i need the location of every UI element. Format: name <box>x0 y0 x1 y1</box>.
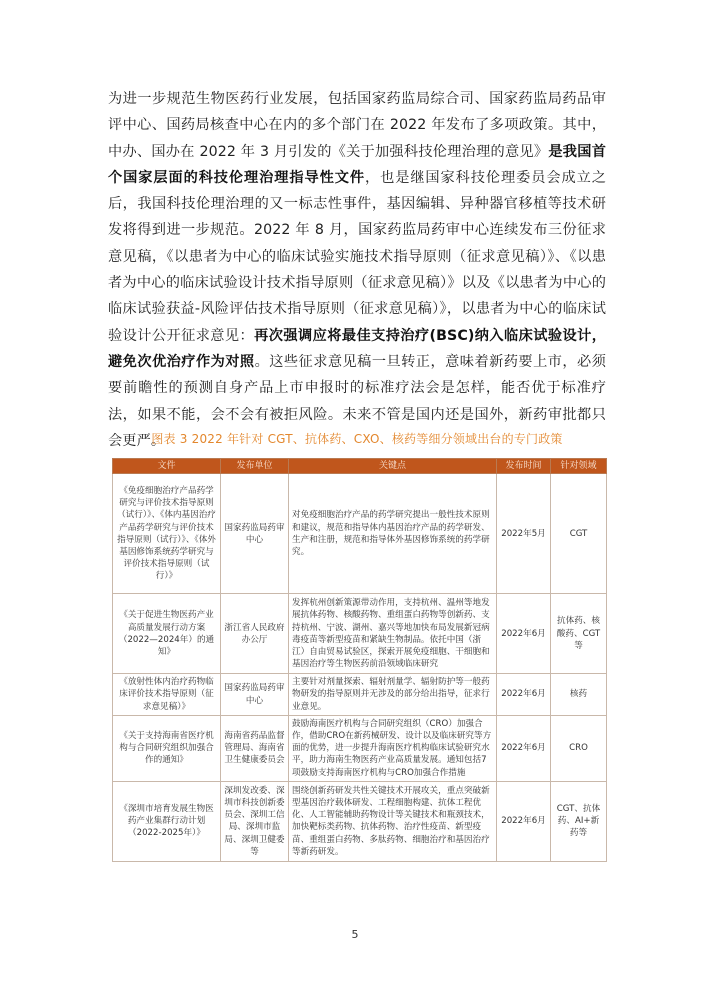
cell-date: 2022年6月 <box>497 594 551 674</box>
cell-doc: 《深圳市培育发展生物医药产业集群行动计划（2022-2025年）》 <box>113 781 221 861</box>
cell-org: 国家药监局药审中心 <box>221 474 289 594</box>
para-text-3: 。这些征求意见稿一旦转正，意味着新药要上市，必须要前瞻性的预测自身产品上市申报时的标准疗法会是怎样，能否优于标准疗法，如果不能，会不会有被拒风险。未来不管是国内还是国外，新药审批都只会更严。 <box>108 353 606 449</box>
table-row <box>113 674 607 716</box>
para-text-1: 为进一步规范生物医药行业发展，包括国家药监局综合司、国家药监局药品审评中心、国药局核查中心在内的多个部门在 2022 年发布了多项政策。其中，中办、国办在 2022 年 3 月引发的《关于加强科技伦理治理的意见》 <box>108 91 606 160</box>
cell-org: 海南省药品监督管理局、海南省卫生健康委员会 <box>221 715 289 781</box>
cell-doc: 《关于支持海南省医疗机构与合同研究组织加强合作的通知》 <box>113 715 221 781</box>
policy-table <box>112 458 607 862</box>
cell-key: 鼓励海南医疗机构与合同研究组织（CRO）加强合作，借助CRO在新药械研发、设计以及临床研究等方面的优势，进一步提升海南医疗机构临床试验研究水平，助力海南生物医药产业高质量发展。通知包括7项鼓励支持海南医疗机构与CRO加强合作措施 <box>289 715 497 781</box>
cell-date: 2022年5月 <box>497 474 551 594</box>
cell-date: 2022年6月 <box>497 715 551 781</box>
cell-org: 国家药监局药审中心 <box>221 674 289 716</box>
cell-doc: 《放射性体内治疗药物临床评价技术指导原则（征求意见稿）》 <box>113 674 221 716</box>
cell-key: 围绕创新药研发共性关键技术开展攻关，重点突破新型基因治疗载体研发、工程细胞构建、抗体工程优化、人工智能辅助药物设计等关键技术和瓶颈技术，加快靶标类药物、抗体药物、治疗性疫苗、新型疫苗、重组蛋白药物、多肽药物、细胞治疗和基因治疗等新药研发。 <box>289 781 497 861</box>
table-row <box>113 594 607 674</box>
cell-key: 对免疫细胞治疗产品的药学研究提出一般性技术原则和建议，规范和指导体内基因治疗产品的药学研发、生产和注册，规范和指导体外基因修饰系统的药学研究。 <box>289 474 497 594</box>
cell-doc: 《免疫细胞治疗产品药学研究与评价技术指导原则（试行）》、《体内基因治疗产品药学研究与评价技术指导原则（试行）》、《体外基因修饰系统药学研究与评价技术指导原则（试行）》 <box>113 474 221 594</box>
cell-doc: 《关于促进生物医药产业高质量发展行动方案（2022—2024年）的通知》 <box>113 594 221 674</box>
para-bold-1: 是我国首个国家层面的科技伦理治理指导性文件 <box>108 143 606 186</box>
para-bold-2: 再次强调应将最佳支持治疗(BSC)纳入临床试验设计，避免次优治疗作为对照 <box>108 327 606 370</box>
cell-org: 深圳发改委、深圳市科技创新委员会、深圳工信局、深圳市监局、深圳卫健委等 <box>221 781 289 861</box>
cell-field: CGT、抗体药、AI+新药等 <box>551 781 607 861</box>
cell-key: 发挥杭州创新策源带动作用，支持杭州、温州等地发展抗体药物、核酸药物、重组蛋白药物等创新药、支持杭州、宁波、湖州、嘉兴等地加快布局发展新冠病毒疫苗等新型疫苗和紧缺生物制品。依托中国（浙江）自由贸易试验区，探索开展免疫细胞、干细胞和基因治疗等生物医药前沿领域临床研究 <box>289 594 497 674</box>
cell-field: 核药 <box>551 674 607 716</box>
figure-caption: 图表 3 2022 年针对 CGT、抗体药、CXO、核药等细分领域出台的专门政策 <box>151 432 563 446</box>
body-paragraph <box>108 86 606 454</box>
cell-date: 2022年6月 <box>497 674 551 716</box>
header-field: 针对领域 <box>551 459 607 474</box>
cell-org: 浙江省人民政府办公厅 <box>221 594 289 674</box>
table-row <box>113 474 607 594</box>
table-row <box>113 781 607 861</box>
cell-field: CRO <box>551 715 607 781</box>
table-row <box>113 715 607 781</box>
page-number: 5 <box>351 928 359 941</box>
table-header-row <box>113 459 607 474</box>
header-org: 发布单位 <box>221 459 289 474</box>
header-key: 关键点 <box>289 459 497 474</box>
cell-field: CGT <box>551 474 607 594</box>
cell-key: 主要针对剂量探索、辐射剂量学、辐射防护等一般药物研发的指导原则并无涉及的部分给出指导，征求行业意见。 <box>289 674 497 716</box>
header-date: 发布时间 <box>497 459 551 474</box>
para-text-2: ，也是继国家科技伦理委员会成立之后，我国科技伦理治理的又一标志性事件，基因编辑、异种器官移植等技术研发将得到进一步规范。2022 年 8 月，国家药监局药审中心连续发布三份征求意见稿，《以患者为中心的临床试验实施技术指导原则（征求意见稿）》、《以患者为中心的临床试验设计技术指导原则（征求意见稿）》以及《以患者为中心的临床试验获益-风险评估技术指导原则（征求意见稿）》，以患者为中心的临床试验设计公开征求意见： <box>108 169 606 344</box>
header-doc: 文件 <box>113 459 221 474</box>
cell-date: 2022年6月 <box>497 781 551 861</box>
cell-field: 抗体药、核酸药、CGT等 <box>551 594 607 674</box>
